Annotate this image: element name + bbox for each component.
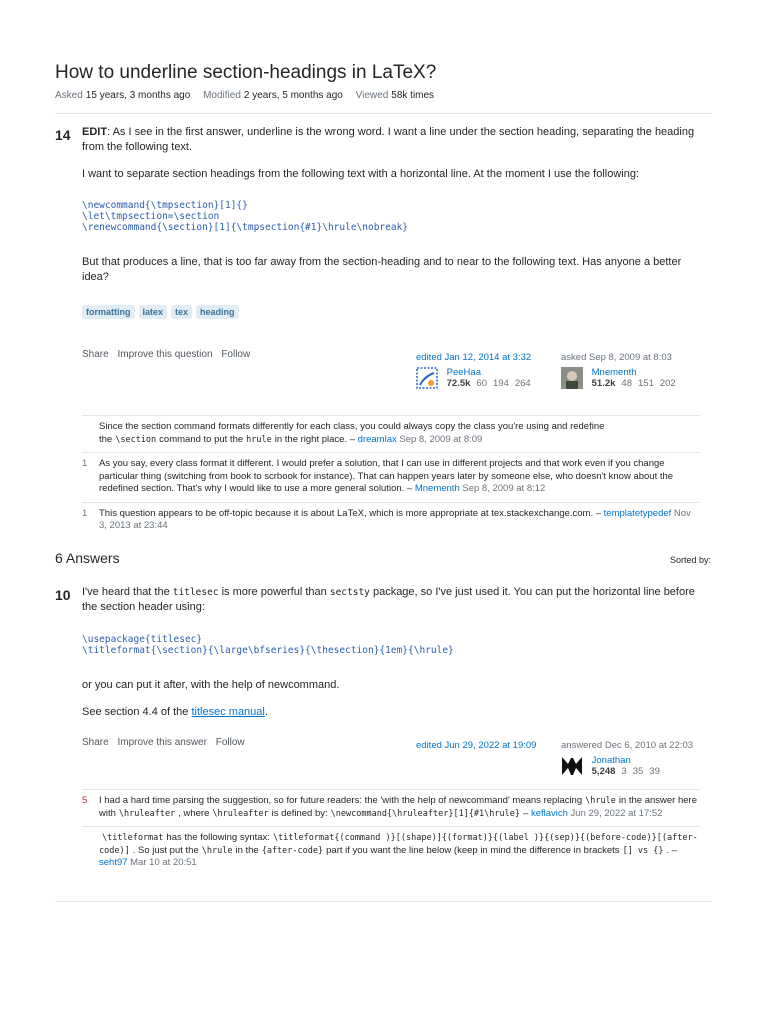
peehaa-avatar-icon[interactable] <box>416 367 438 389</box>
author-silver-badges: 35 <box>632 766 644 777</box>
comment-date[interactable]: Mar 10 at 20:51 <box>130 857 197 868</box>
comment-code: [] vs {} <box>622 845 664 856</box>
jonathan-avatar-icon[interactable] <box>561 755 583 777</box>
asked-label: Asked <box>55 90 83 101</box>
comment-code: {after-code} <box>261 845 324 856</box>
answered-date: answered Dec 6, 2010 at 22:03 <box>561 740 694 751</box>
comment-code: \titleformat{(command )}[(shape)]{(format)}{(label )}{(sep)}{(before-code)}[(after-code)] <box>99 833 698 856</box>
answer-text: is more powerful than <box>221 586 327 598</box>
comment <box>82 502 700 539</box>
comment-text: in the <box>235 844 259 856</box>
answer-actions <box>82 737 251 748</box>
comment-score: 5 <box>82 795 88 806</box>
comment-score <box>82 832 99 870</box>
answer-comments <box>82 789 700 876</box>
answer-text: package, so I've just used it. You can put the horizontal line before the section header using: <box>82 586 695 613</box>
comment-text: is defined by: <box>271 807 328 819</box>
tag-tex[interactable]: tex <box>171 305 192 319</box>
asked-date: asked Sep 8, 2009 at 8:03 <box>561 352 672 363</box>
inline-code: sectsty <box>329 587 370 598</box>
inline-code: titlesec <box>172 587 219 598</box>
edited-link[interactable]: edited Jun 29, 2022 at 19:09 <box>416 740 537 751</box>
improve-question-button[interactable]: Improve this question <box>117 349 213 360</box>
author-name[interactable]: Jonathan <box>591 755 631 766</box>
comment-code: \hruleafter <box>212 808 269 819</box>
comment <box>82 415 700 452</box>
comment-date[interactable]: Sep 8, 2009 at 8:09 <box>399 433 483 445</box>
viewed-label: Viewed <box>355 90 389 101</box>
question-paragraph-2: But that produces a line, that is too far away from the section-heading and to near to the following text. Has anyone a better idea? <box>82 256 682 283</box>
asked-value: 15 years, 3 months ago <box>85 90 191 101</box>
comment-text: part if you want the line below (keep in mind the difference in brackets <box>326 844 620 856</box>
editor-signature <box>416 352 537 389</box>
comment-text: – <box>523 807 529 819</box>
question-actions <box>82 349 256 360</box>
comment <box>82 789 700 826</box>
comment-code: \titleformat <box>102 833 164 843</box>
comment-user[interactable]: templatetypedef <box>603 507 672 519</box>
edited-link[interactable]: edited Jan 12, 2014 at 3:32 <box>416 352 532 363</box>
question-paragraph-2-wrap <box>82 255 702 297</box>
code-line: \newcommand{\tmpsection}[1]{} <box>82 200 248 211</box>
comment-user[interactable]: seht97 <box>99 857 128 868</box>
answer-text: I've heard that the <box>82 586 170 598</box>
follow-button[interactable]: Follow <box>215 737 245 748</box>
comment-text: command to put the <box>159 433 244 445</box>
answer-paragraph-1 <box>82 585 702 615</box>
asker-bronze-badges: 202 <box>659 378 676 389</box>
modified-value[interactable]: 2 years, 5 months ago <box>243 90 343 101</box>
comment <box>82 826 700 876</box>
comment-text: . So just put the <box>132 844 199 856</box>
asker-silver-badges: 151 <box>638 378 654 389</box>
comment-text: . – <box>666 844 678 856</box>
comment-code: \section <box>115 434 157 445</box>
comment-code: \hrule <box>585 796 616 806</box>
title-divider <box>55 113 712 114</box>
modified-label: Modified <box>203 90 241 101</box>
answer-text: See section 4.4 of the <box>82 706 189 718</box>
answer-editor-signature <box>416 740 536 755</box>
comment-code: hrule <box>246 434 272 445</box>
tag-formatting[interactable]: formatting <box>82 305 135 319</box>
improve-answer-button[interactable]: Improve this answer <box>117 737 207 748</box>
author-bronze-badges: 39 <box>649 766 660 777</box>
comment-text: Since the section command formats differently for each class, you could always copy the class you're using and redefine the <box>99 421 605 445</box>
comment-score: 1 <box>82 507 88 519</box>
tag-heading[interactable]: heading <box>196 305 239 319</box>
comment-text: has the following syntax: <box>166 832 270 843</box>
viewed-value: 58k times <box>391 90 435 101</box>
comment-score: 1 <box>82 458 88 469</box>
asker-name[interactable]: Mnementh <box>591 367 637 378</box>
comment-user[interactable]: keflavich <box>530 807 568 819</box>
comment-code: \newcommand{\hruleafter}[1]{#1\hrule} <box>330 808 520 819</box>
comment-text: I had a hard time parsing the suggestion, so for future readers: the 'with the help of newcommand' means replacing <box>99 795 583 806</box>
titlesec-manual-link[interactable]: titlesec manual <box>191 706 265 718</box>
question-code-block <box>82 200 408 233</box>
answer-body-2 <box>82 678 702 732</box>
answer-vote-count: 10 <box>55 587 71 603</box>
question-comments <box>82 415 700 539</box>
comment-score <box>82 421 99 446</box>
question-vote-count: 14 <box>55 127 71 143</box>
author-reputation: 5,248 <box>591 766 616 777</box>
share-button[interactable]: Share <box>82 349 109 360</box>
code-line: \renewcommand{\section}[1]{\tmpsection{#1}\hrule\nobreak} <box>82 222 409 233</box>
share-button[interactable]: Share <box>82 737 109 748</box>
edit-label: EDIT <box>82 126 108 138</box>
editor-gold-badges: 60 <box>476 378 487 389</box>
comment-date[interactable]: Sep 8, 2009 at 8:12 <box>462 483 546 494</box>
comment-text: in the right place. – <box>274 433 356 445</box>
comment-text: in the answer here with <box>99 795 698 819</box>
answer-divider <box>55 901 712 902</box>
author-gold-badges: 3 <box>621 766 627 777</box>
comment-date[interactable]: Jun 29, 2022 at 17:52 <box>570 807 663 819</box>
question-body <box>82 125 702 194</box>
comment-user[interactable]: dreamlax <box>357 433 397 445</box>
answer-paragraph-2: or you can put it after, with the help of newcommand. <box>82 679 340 691</box>
comment <box>82 452 700 502</box>
code-line: \usepackage{titlesec} <box>82 634 203 645</box>
comment-text: , where <box>178 807 210 819</box>
answer-author-signature <box>561 740 693 777</box>
answer-body <box>82 585 702 627</box>
editor-silver-badges: 194 <box>493 378 509 389</box>
sorted-by-label[interactable]: Sorted by: <box>670 555 712 565</box>
answers-count-heading: 6 Answers <box>55 550 120 566</box>
question-meta <box>55 90 444 101</box>
editor-name[interactable]: PeeHaa <box>446 367 481 378</box>
editor-bronze-badges: 264 <box>514 378 531 389</box>
asker-signature <box>561 352 682 389</box>
follow-button[interactable]: Follow <box>221 349 251 360</box>
code-line: \titleformat{\section}{\large\bfseries}{\thesection}{1em}{\hrule} <box>82 645 454 656</box>
edit-paragraph <box>82 125 702 155</box>
answer-code-block <box>82 634 454 656</box>
question-tags <box>82 305 239 319</box>
answer-paragraph-3 <box>82 705 702 720</box>
editor-reputation: 72.5k <box>446 378 471 389</box>
comment-code: \hruleafter <box>118 808 176 819</box>
comment-text: This question appears to be off-topic because it is about LaTeX, which is more appropriate at tex.stackexchange.com. – <box>99 507 602 519</box>
answer-text: . <box>264 706 268 718</box>
asker-gold-badges: 48 <box>621 378 632 389</box>
comment-code: \hrule <box>201 845 233 856</box>
mnementh-avatar-icon[interactable] <box>561 367 583 389</box>
asker-reputation: 51.2k <box>591 378 616 389</box>
code-line: \let\tmpsection=\section <box>82 211 220 222</box>
comment-user[interactable]: Mnementh <box>414 483 460 494</box>
question-paragraph-1: I want to separate section headings from the following text with a horizontal line. At the moment I use the following: <box>82 168 640 180</box>
comment-date[interactable]: Nov 3, 2013 at 23:44 <box>99 507 691 531</box>
comment-text: As you say, every class format it different. I would prefer a solution, that I can use in different projects and that work even if you change particular thing (switching from book to scrbook for instance). That can happen years later by someone else, who doesn't know about the redefined section. That's why I would like to use a more general solution. – <box>99 458 674 494</box>
edit-text: : As I see in the first answer, underline is the wrong word. I want a line under the section heading, separating the heading from the following text. <box>82 126 695 153</box>
question-title[interactable]: How to underline section-headings in LaTeX? <box>55 62 437 83</box>
tag-latex[interactable]: latex <box>139 305 168 319</box>
